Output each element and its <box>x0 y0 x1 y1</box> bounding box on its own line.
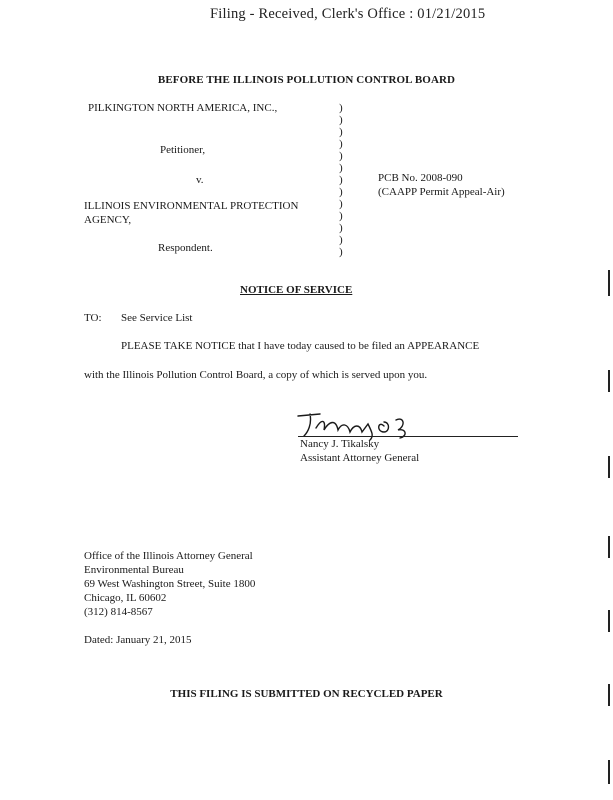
scan-edge-mark <box>608 536 610 558</box>
respondent-name-line2: AGENCY, <box>84 214 132 226</box>
scan-edge-mark <box>608 270 610 296</box>
signer-title: Assistant Attorney General <box>300 452 420 464</box>
respondent-role: Respondent. <box>158 242 213 254</box>
scan-edge-mark <box>608 610 610 632</box>
caption-parentheses: ) ) ) ) ) ) ) ) ) ) ) ) ) <box>339 102 343 258</box>
address-line: Environmental Bureau <box>84 564 184 576</box>
board-title: BEFORE THE ILLINOIS POLLUTION CONTROL BOARD <box>157 74 456 86</box>
scan-edge-mark <box>608 684 610 706</box>
notice-paragraph-line1: PLEASE TAKE NOTICE that I have today caused to be filed an APPEARANCE <box>121 340 480 352</box>
case-number: PCB No. 2008-090 <box>378 172 463 184</box>
scan-edge-mark <box>608 370 610 392</box>
address-line: Office of the Illinois Attorney General <box>84 550 253 562</box>
respondent-name-line1: ILLINOIS ENVIRONMENTAL PROTECTION <box>84 200 299 212</box>
signer-name: Nancy J. Tikalsky <box>300 438 380 450</box>
filing-stamp: Filing - Received, Clerk's Office : 01/21/2015 <box>210 6 486 22</box>
address-phone: (312) 814-8567 <box>84 606 153 618</box>
case-type: (CAAPP Permit Appeal-Air) <box>378 186 505 198</box>
to-label: TO: <box>84 312 102 324</box>
notice-paragraph-line2: with the Illinois Pollution Control Board, a copy of which is served upon you. <box>84 369 428 381</box>
address-line: 69 West Washington Street, Suite 1800 <box>84 578 256 590</box>
petitioner-role: Petitioner, <box>160 144 206 156</box>
petitioner-name: PILKINGTON NORTH AMERICA, INC., <box>88 102 278 114</box>
versus-label: v. <box>196 174 204 186</box>
notice-heading: NOTICE OF SERVICE <box>240 284 353 296</box>
address-line: Chicago, IL 60602 <box>84 592 167 604</box>
to-value: See Service List <box>121 312 193 324</box>
signature-line <box>298 436 518 437</box>
scan-edge-mark <box>608 760 610 784</box>
dated-line: Dated: January 21, 2015 <box>84 634 192 646</box>
scan-edge-mark <box>608 456 610 478</box>
recycled-paper-notice: THIS FILING IS SUBMITTED ON RECYCLED PAPER <box>170 688 443 700</box>
